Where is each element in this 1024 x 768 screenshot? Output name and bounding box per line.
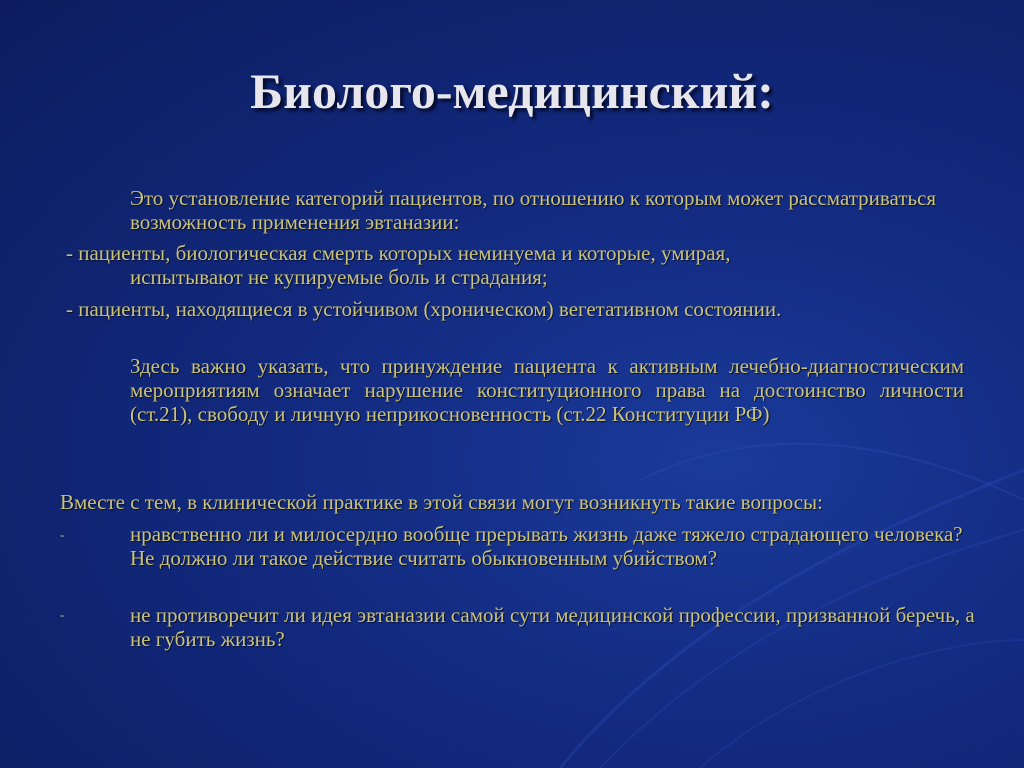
slide-title: Биолого-медицинский:: [250, 63, 774, 119]
category-item-1-lead: - пациенты, биологическая смерть которых неминуема и которые, умирая,: [66, 241, 731, 265]
bullet-marker-1: -: [60, 527, 65, 542]
category-item-2-lead: - пациенты, находящиеся в устойчивом (хроническом) вегетативном состоянии.: [66, 297, 782, 321]
intro-paragraph: Это установление категорий пациентов, по отношению к которым может рассматриваться возможность применения эвтаназии:: [130, 186, 937, 234]
questions-intro: Вместе с тем, в клинической практике в этой связи могут возникнуть такие вопросы:: [60, 490, 823, 514]
category-item-2: [66, 297, 966, 321]
question-item-2: не противоречит ли идея эвтаназии самой сути медицинской профессии, призванной беречь, а не губить жизнь?: [130, 603, 975, 651]
category-item-1: [66, 241, 966, 289]
question-item-1: нравственно ли и милосердно вообще прерывать жизнь даже тяжело страдающего человека? Не должно ли такое действие считать обыкновенным убийством?: [130, 522, 963, 570]
category-item-1-cont: испытывают не купируемые боль и страдания;: [130, 265, 548, 289]
bullet-marker-2: -: [60, 607, 65, 622]
note-paragraph: Здесь важно указать, что принуждение пациента к активным лечебно-диагностическим мероприятиям означает нарушение конституционного права на достоинство личности (ст.21), свободу и личную неприкосновенность (ст.22 Конституции РФ): [130, 354, 964, 426]
